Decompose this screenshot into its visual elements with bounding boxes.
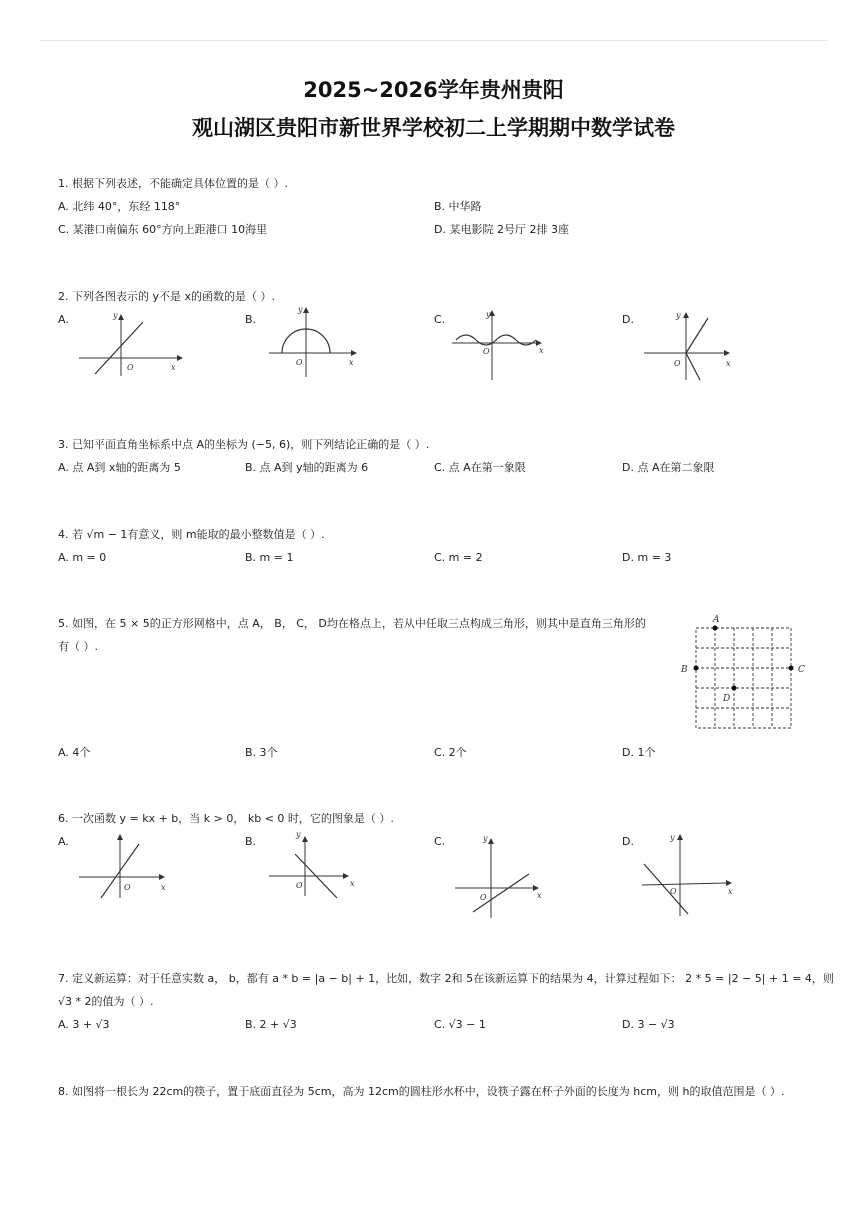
q2-graph-a — [75, 310, 185, 380]
x-axis-label: x — [171, 363, 176, 372]
q5-option-d[interactable]: D. 1个 — [622, 746, 656, 759]
origin-label: O — [127, 363, 134, 372]
q7-option-c[interactable]: C. √3 − 1 — [434, 1018, 486, 1031]
q6-graph-d — [640, 830, 740, 920]
point-b — [694, 666, 699, 671]
label-c: C — [798, 665, 805, 675]
q6-graph-c — [453, 832, 553, 922]
x-axis-label: x — [349, 358, 354, 367]
question-1: 1. 根据下列表述，不能确定具体位置的是（ ）. — [58, 177, 288, 190]
y-axis-label: y — [486, 310, 491, 319]
y-axis-label: y — [298, 305, 303, 314]
question-7-line1: 7. 定义新运算：对于任意实数 a， b，都有 a * b = |a − b| + 1，比如，数字 2和 5在该新运算下的结果为 4，计算过程如下： 2 * 5 = |2 − 5| + 1 = 4，则 — [58, 972, 834, 985]
origin-label: O — [480, 893, 487, 902]
y-axis-label: y — [296, 830, 301, 839]
label-a: A — [713, 615, 720, 625]
label-d: D — [723, 694, 731, 704]
q6-option-c[interactable]: C. — [434, 835, 446, 848]
point-a — [713, 626, 718, 631]
q1-option-c[interactable]: C. 某港口南偏东 60°方向上距港口 10海里 — [58, 223, 268, 236]
origin-label: O — [124, 883, 131, 892]
point-c — [789, 666, 794, 671]
q4-option-a[interactable]: A. m = 0 — [58, 551, 107, 564]
q1-option-b[interactable]: B. 中华路 — [434, 200, 482, 213]
q4-option-b[interactable]: B. m = 1 — [245, 551, 294, 564]
origin-label: O — [483, 347, 490, 356]
q2-graph-d — [640, 308, 740, 383]
q3-option-d[interactable]: D. 点 A在第二象限 — [622, 461, 715, 474]
q2-option-c[interactable]: C. — [434, 313, 446, 326]
q3-option-a[interactable]: A. 点 A到 x轴的距离为 5 — [58, 461, 181, 474]
q2-option-d[interactable]: D. — [622, 313, 634, 326]
origin-label: O — [670, 887, 677, 896]
q5-option-b[interactable]: B. 3个 — [245, 746, 278, 759]
x-axis-label: x — [539, 346, 544, 355]
question-3: 3. 已知平面直角坐标系中点 A的坐标为 (−5, 6)，则下列结论正确的是（ ）. — [58, 438, 430, 451]
question-5-line1: 5. 如图，在 5 × 5的正方形网格中，点 A， B， C， D均在格点上，若从中任取三点构成三角形，则其中是直角三角形的 — [58, 617, 646, 630]
exam-title-line1: 2025~2026学年贵州贵阳 — [303, 78, 564, 102]
q7-option-b[interactable]: B. 2 + √3 — [245, 1018, 297, 1031]
q7-option-a[interactable]: A. 3 + √3 — [58, 1018, 110, 1031]
question-2: 2. 下列各图表示的 y不是 x的函数的是（ ）. — [58, 290, 275, 303]
question-6: 6. 一次函数 y = kx + b，当 k > 0， kb < 0 时，它的图象是（ ）. — [58, 812, 394, 825]
question-5-line2: 有（ ）. — [58, 640, 98, 653]
point-d — [732, 686, 737, 691]
q2-option-b[interactable]: B. — [245, 313, 257, 326]
q3-option-b[interactable]: B. 点 A到 y轴的距离为 6 — [245, 461, 369, 474]
q1-option-a[interactable]: A. 北纬 40°，东经 118° — [58, 200, 181, 213]
q6-option-d[interactable]: D. — [622, 835, 634, 848]
question-8: 8. 如图将一根长为 22cm的筷子，置于底面直径为 5cm，高为 12cm的圆柱形水杯中，设筷子露在杯子外面的长度为 hcm，则 h的取值范围是（ ）. — [58, 1085, 785, 1098]
q2-option-a[interactable]: A. — [58, 313, 69, 326]
q3-option-c[interactable]: C. 点 A在第一象限 — [434, 461, 526, 474]
question-4: 4. 若 √m − 1有意义，则 m能取的最小整数值是（ ）. — [58, 528, 325, 541]
x-axis-label: x — [350, 879, 355, 888]
x-axis-label: x — [161, 883, 166, 892]
origin-label: O — [296, 358, 303, 367]
q6-graph-b — [265, 828, 365, 898]
y-axis-label: y — [483, 834, 488, 843]
origin-label: O — [674, 359, 681, 368]
q4-option-d[interactable]: D. m = 3 — [622, 551, 672, 564]
q2-graph-b — [265, 305, 365, 380]
y-axis-label: y — [676, 311, 681, 320]
question-7-line2: √3 * 2的值为（ ）. — [58, 995, 154, 1008]
q1-option-d[interactable]: D. 某电影院 2号厅 2排 3座 — [434, 223, 569, 236]
x-axis-label: x — [726, 359, 731, 368]
header-divider — [40, 40, 827, 41]
q5-option-a[interactable]: A. 4个 — [58, 746, 91, 759]
q4-option-c[interactable]: C. m = 2 — [434, 551, 483, 564]
q5-option-c[interactable]: C. 2个 — [434, 746, 467, 759]
q2-graph-c — [450, 308, 550, 383]
exam-title-line2: 观山湖区贵阳市新世界学校初二上学期期中数学试卷 — [192, 116, 675, 140]
origin-label: O — [296, 881, 303, 890]
x-axis-label: x — [537, 891, 542, 900]
label-b: B — [681, 665, 688, 675]
q7-option-d[interactable]: D. 3 − √3 — [622, 1018, 675, 1031]
x-axis-label: x — [728, 887, 733, 896]
q5-grid-figure — [678, 610, 808, 735]
y-axis-label: y — [113, 311, 118, 320]
q6-option-a[interactable]: A. — [58, 835, 69, 848]
q6-option-b[interactable]: B. — [245, 835, 257, 848]
y-axis-label: y — [670, 833, 675, 842]
q6-graph-a — [75, 832, 175, 902]
